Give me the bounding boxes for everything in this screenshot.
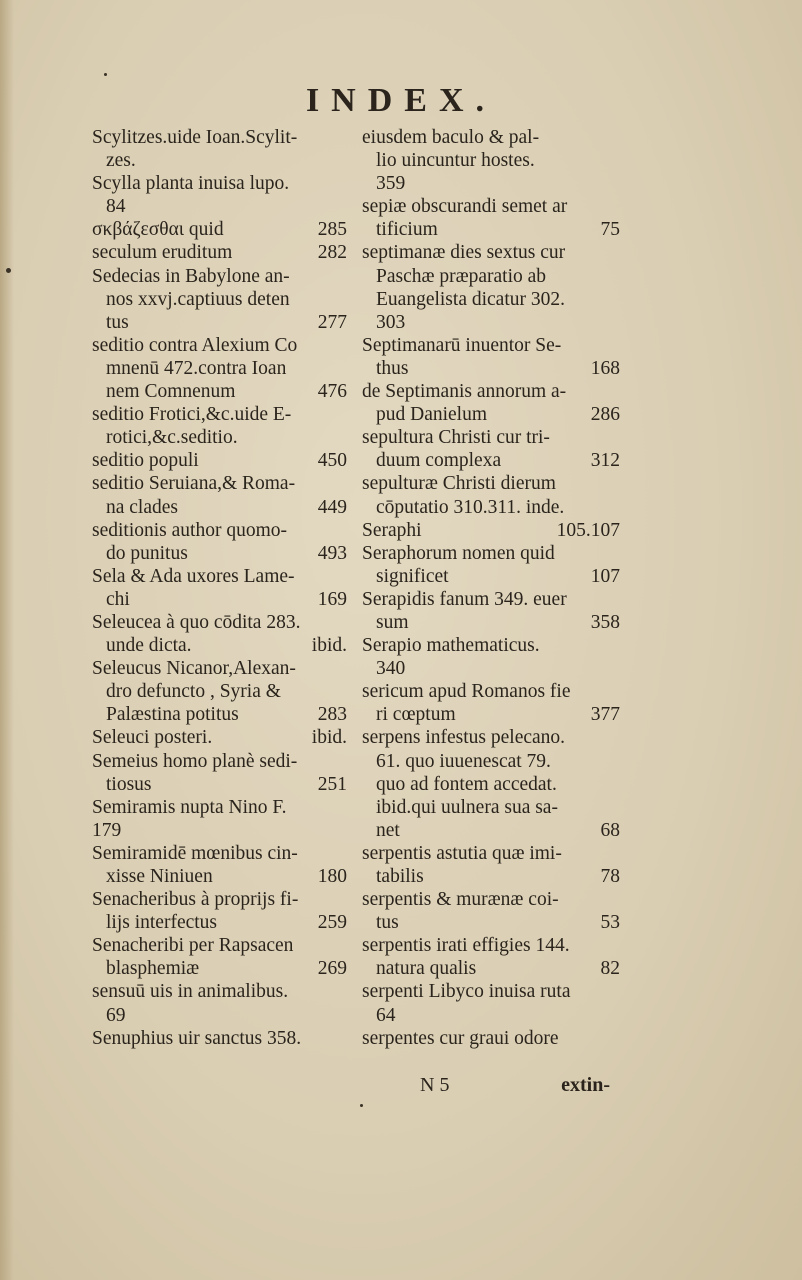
index-entry-line — [92, 334, 347, 357]
entry-text: Semeius homo planè sedi- — [92, 750, 298, 772]
signature-mark: N 5 — [420, 1074, 450, 1096]
index-entry-line — [92, 449, 347, 472]
entry-page-number: 283 — [317, 704, 347, 726]
ink-speck — [104, 73, 107, 76]
entry-text: net — [376, 819, 400, 841]
index-entry-line — [92, 980, 347, 1003]
index-entry-line — [362, 773, 620, 796]
entry-text: Senacheribi per Rapsacen — [92, 935, 294, 957]
entry-text: do punitus — [106, 542, 188, 564]
index-entry-line — [92, 819, 347, 842]
entry-page-number: 259 — [317, 912, 347, 934]
index-entry-line — [92, 288, 347, 311]
index-entry-line — [92, 657, 347, 680]
index-entry-line — [92, 403, 347, 426]
entry-text: sum — [376, 611, 409, 633]
entry-text: 61. quo iuuenescat 79. — [376, 750, 551, 772]
index-entry-line — [92, 149, 347, 172]
entry-text: Seraphi — [362, 519, 422, 541]
index-entry-line — [92, 588, 347, 611]
entry-text: Serapidis fanum 349. euer — [362, 588, 567, 610]
entry-page-number: 168 — [590, 357, 620, 379]
entry-text: Serapio mathematicus. — [362, 635, 540, 657]
index-entry-line — [92, 911, 347, 934]
ink-speck — [360, 1104, 363, 1107]
entry-text: lijs interfectus — [106, 912, 218, 934]
entry-text: Semiramis nupta Nino F. — [92, 796, 287, 818]
index-entry-line — [362, 934, 620, 957]
entry-text: nos xxvj.captiuus deten — [106, 288, 290, 310]
entry-page-number: 169 — [317, 588, 347, 610]
entry-text: seditio Seruiana,& Roma- — [92, 473, 296, 495]
entry-page-number: 358 — [590, 611, 620, 633]
page-title: INDEX. — [305, 82, 497, 119]
entry-page-number: ibid. — [311, 727, 347, 749]
entry-text: septimanæ dies sextus cur — [362, 242, 566, 264]
index-column-right — [362, 126, 620, 1050]
index-entry-line — [362, 218, 620, 241]
entry-text: Scylitzes.uide Ioan.Scylit- — [92, 127, 298, 148]
entry-text: rotici,&c.seditio. — [106, 427, 238, 449]
index-entry-line — [92, 519, 347, 542]
entry-text: mnenū 472.contra Ioan — [106, 357, 287, 379]
index-entry-line — [92, 126, 347, 149]
index-entry-line — [362, 265, 620, 288]
index-entry-line — [92, 1027, 347, 1050]
entry-page-number: 286 — [590, 404, 620, 426]
index-entry-line — [362, 149, 620, 172]
entry-text: seditionis author quomo- — [92, 519, 287, 541]
entry-page-number: 450 — [317, 450, 347, 472]
entry-text: serpentes cur graui odore — [362, 1027, 559, 1049]
index-entry-line — [362, 588, 620, 611]
index-entry-line — [362, 426, 620, 449]
entry-text: nem Comnenum — [106, 381, 236, 403]
entry-text: 179 — [92, 819, 122, 841]
index-entry-line — [362, 496, 620, 519]
entry-text: tabilis — [376, 866, 424, 887]
entry-text: tus — [376, 912, 399, 934]
index-entry-line — [92, 1004, 347, 1027]
entry-text: xisse Niniuen — [106, 866, 213, 887]
entry-text: natura qualis — [376, 958, 477, 980]
index-entry-line — [362, 842, 620, 865]
entry-text: serpentis irati effigies 144. — [362, 935, 570, 957]
index-entry-line — [362, 172, 620, 195]
entry-text: Paschæ præparatio ab — [376, 265, 547, 287]
index-entry-line — [362, 357, 620, 380]
entry-text: duum complexa — [376, 450, 502, 472]
index-entry-line — [362, 796, 620, 819]
index-entry-line — [92, 195, 347, 218]
entry-text: seditio contra Alexium Co — [92, 334, 298, 356]
entry-text: seditio Frotici,&c.uide E- — [92, 404, 292, 426]
index-entry-line — [92, 380, 347, 403]
index-entry-line — [92, 680, 347, 703]
entry-page-number: 251 — [317, 773, 347, 795]
entry-text: pud Danielum — [376, 404, 488, 426]
entry-text: Palæstina potitus — [106, 704, 239, 726]
entry-page-number: 476 — [317, 381, 347, 403]
entry-page-number: 377 — [590, 704, 620, 726]
entry-text: Seleuci posteri. — [92, 727, 213, 749]
page-edge-shadow — [0, 0, 14, 1280]
catchword: extin- — [561, 1074, 610, 1096]
entry-text: Euangelista dicatur 302. — [376, 288, 565, 310]
index-entry-line — [362, 657, 620, 680]
index-entry-line — [92, 634, 347, 657]
entry-text: Sedecias in Babylone an- — [92, 265, 290, 287]
entry-text: sensuū uis in animalibus. — [92, 981, 289, 1003]
index-entry-line — [92, 472, 347, 495]
ink-speck — [6, 268, 11, 273]
index-entry-line — [92, 773, 347, 796]
entry-text: cōputatio 310.311. inde. — [376, 496, 565, 518]
index-entry-line — [362, 195, 620, 218]
index-entry-line — [92, 218, 347, 241]
entry-text: sericum apud Romanos fie — [362, 681, 571, 703]
entry-text: Scylla planta inuisa lupo. — [92, 173, 290, 195]
entry-text: sepiæ obscurandi semet ar — [362, 196, 568, 218]
index-entry-line — [92, 357, 347, 380]
index-entry-line — [92, 750, 347, 773]
entry-text: tificium — [376, 219, 438, 241]
index-entry-line — [362, 726, 620, 749]
index-entry-line — [362, 519, 620, 542]
entry-page-number: 53 — [600, 912, 620, 934]
entry-page-number: 312 — [590, 450, 620, 472]
entry-text: sepultura Christi cur tri- — [362, 427, 550, 449]
index-entry-line — [362, 750, 620, 773]
entry-text: dro defuncto , Syria & — [106, 681, 281, 703]
entry-text: serpentis & murænæ coi- — [362, 889, 559, 911]
entry-text: Seraphorum nomen quid — [362, 542, 555, 564]
index-entry-line — [362, 241, 620, 264]
index-entry-line — [362, 472, 620, 495]
index-entry-line — [92, 426, 347, 449]
entry-page-number: 107 — [590, 565, 620, 587]
entry-text: 303 — [376, 311, 406, 333]
entry-page-number: 105.107 — [556, 519, 620, 541]
index-entry-line — [362, 126, 620, 149]
entry-text: zes. — [106, 150, 136, 172]
index-entry-line — [92, 311, 347, 334]
entry-text: 84 — [106, 196, 126, 218]
index-entry-line — [92, 796, 347, 819]
entry-text: eiusdem baculo & pal- — [362, 127, 540, 148]
index-entry-line — [92, 241, 347, 264]
index-entry-line — [92, 726, 347, 749]
entry-text: Semiramidē mœnibus cin- — [92, 842, 298, 864]
index-entry-line — [362, 403, 620, 426]
index-entry-line — [92, 265, 347, 288]
index-entry-line — [362, 288, 620, 311]
index-entry-line — [362, 380, 620, 403]
index-entry-line — [362, 611, 620, 634]
entry-text: seditio populi — [92, 450, 199, 472]
index-entry-line — [362, 1004, 620, 1027]
index-entry-line — [362, 542, 620, 565]
index-entry-line — [92, 172, 347, 195]
index-entry-line — [92, 934, 347, 957]
entry-text: Seleucus Nicanor,Alexan- — [92, 658, 296, 680]
index-entry-line — [362, 865, 620, 888]
index-entry-line — [362, 680, 620, 703]
entry-page-number: 449 — [317, 496, 347, 518]
entry-text: de Septimanis annorum a- — [362, 381, 567, 403]
entry-text: quo ad fontem accedat. — [376, 773, 557, 795]
index-entry-line — [362, 1027, 620, 1050]
index-entry-line — [362, 449, 620, 472]
index-entry-line — [362, 634, 620, 657]
entry-page-number: 180 — [317, 866, 347, 887]
entry-text: ibid.qui uulnera sua sa- — [376, 796, 558, 818]
index-column-left — [92, 126, 347, 1050]
entry-page-number: 82 — [600, 958, 620, 980]
entry-page-number: 277 — [317, 311, 347, 333]
index-entry-line — [92, 496, 347, 519]
entry-text: thus — [376, 357, 409, 379]
index-entry-line — [362, 888, 620, 911]
entry-text: sepulturæ Christi dierum — [362, 473, 556, 495]
entry-text: serpens infestus pelecano. — [362, 727, 566, 749]
index-entry-line — [362, 980, 620, 1003]
entry-text: chi — [106, 588, 130, 610]
index-entry-line — [362, 311, 620, 334]
index-entry-line — [362, 911, 620, 934]
entry-text: tiosus — [106, 773, 152, 795]
index-entry-line — [362, 819, 620, 842]
entry-page-number: 78 — [600, 866, 620, 887]
entry-page-number: 269 — [317, 958, 347, 980]
entry-text: Septimanarū inuentor Se- — [362, 334, 562, 356]
entry-text: 69 — [106, 1004, 126, 1026]
entry-text: seculum eruditum — [92, 242, 233, 264]
entry-text: ri cœptum — [376, 704, 456, 726]
index-entry-line — [92, 865, 347, 888]
index-entry-line — [92, 842, 347, 865]
entry-page-number: 75 — [600, 219, 620, 241]
index-entry-line — [92, 957, 347, 980]
index-entry-line — [362, 334, 620, 357]
index-entry-line — [92, 565, 347, 588]
entry-text: Senuphius uir sanctus 358. — [92, 1027, 302, 1049]
entry-page-number: 68 — [600, 819, 620, 841]
entry-text: lio uincuntur hostes. — [376, 150, 535, 172]
entry-text: Sela & Ada uxores Lame- — [92, 565, 295, 587]
entry-page-number: 282 — [317, 242, 347, 264]
index-entry-line — [362, 957, 620, 980]
entry-text: σκβάζεσθαι quid — [92, 219, 224, 241]
entry-text: na clades — [106, 496, 179, 518]
entry-text: serpenti Libyco inuisa ruta — [362, 981, 571, 1003]
page-footer — [420, 1072, 610, 1098]
entry-text: tus — [106, 311, 129, 333]
index-entry-line — [362, 703, 620, 726]
entry-text: serpentis astutia quæ imi- — [362, 842, 562, 864]
entry-text: blasphemiæ — [106, 958, 200, 980]
entry-page-number: 285 — [317, 219, 347, 241]
entry-text: 64 — [376, 1004, 396, 1026]
entry-text: unde dicta. — [106, 635, 192, 657]
entry-text: Seleucea à quo cōdita 283. — [92, 611, 301, 633]
entry-text: significet — [376, 565, 449, 587]
entry-page-number: 493 — [317, 542, 347, 564]
entry-text: 340 — [376, 658, 406, 680]
index-entry-line — [92, 703, 347, 726]
entry-text: 359 — [376, 173, 406, 195]
index-entry-line — [362, 565, 620, 588]
index-entry-line — [92, 611, 347, 634]
entry-text: Senacheribus à proprijs fi- — [92, 889, 299, 911]
entry-page-number: ibid. — [311, 635, 347, 657]
index-entry-line — [92, 888, 347, 911]
index-entry-line — [92, 542, 347, 565]
